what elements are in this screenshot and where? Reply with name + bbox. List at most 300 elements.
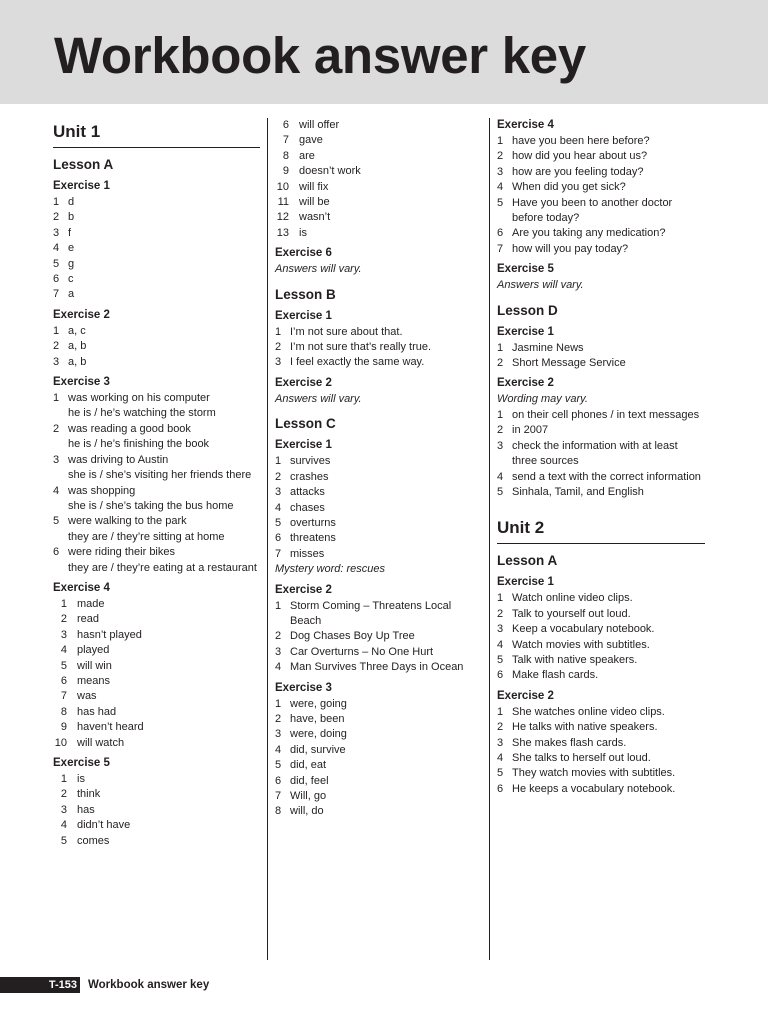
answer-item [275,210,483,225]
answer-item [497,196,705,227]
answer-number: 2 [275,341,282,354]
answer-main: Watch movies with subtitles. [512,638,650,651]
answer-main: check the information with at least three sources [512,439,678,468]
answer-number: 2 [497,721,504,734]
answer-main: were riding their bikes [68,546,175,559]
answer-item [275,531,483,546]
answer-main: a [68,288,75,301]
answer-main: is [77,773,85,785]
exercise-heading: Exercise 5 [53,757,110,769]
answer-item [53,484,260,515]
answer-number: 3 [275,728,282,741]
answer-main: survives [290,455,331,468]
answer-main: will be [299,196,330,209]
answer-main: comes [77,834,110,847]
answer-number: 5 [497,485,504,498]
answer-number: 9 [282,165,289,178]
answer-text [68,355,260,370]
answer-main: was reading a good book [68,422,191,435]
answer-number: 6 [275,774,282,787]
answer-item [53,422,260,453]
answer-number: 4 [53,242,60,255]
answer-text [512,705,705,720]
answer-item [275,758,483,773]
answer-number: 4 [60,644,67,657]
footer-title: Workbook answer key [88,979,210,991]
answer-text [290,325,483,340]
answer-number: 1 [497,135,504,147]
answer-item [275,804,483,819]
answer-item [497,226,705,241]
answer-text [512,668,705,683]
answer-list [275,697,483,820]
answer-list [275,325,483,371]
answer-text [77,597,260,612]
answer-main: Make flash cards. [512,669,599,682]
answer-text [512,485,705,500]
answer-item [53,818,260,833]
answer-item [53,287,260,302]
exercise-heading: Exercise 4 [53,581,110,594]
answer-item [497,607,705,622]
answer-text [290,547,483,562]
answer-text [77,689,260,704]
answer-sub: she is / she’s visiting her friends there [68,469,252,482]
answer-number: 6 [282,119,289,131]
answer-number: 1 [53,392,60,405]
answer-number: 2 [53,422,60,435]
lesson-heading: Lesson A [53,157,114,172]
answer-main: a, c [68,324,86,337]
answer-text [290,340,483,355]
answer-item [275,697,483,712]
exercise-heading: Exercise 5 [497,263,554,276]
answer-text [77,674,260,689]
exercise-heading: Exercise 2 [53,308,110,321]
answer-text [290,758,483,773]
answer-number: 7 [497,242,504,255]
answer-main: Car Overturns – No One Hurt [290,645,434,658]
answer-text [68,545,260,576]
answer-item [275,180,483,195]
answer-item [275,712,483,727]
answer-item [53,803,260,818]
answer-text [512,196,705,227]
answer-main: how will you pay today? [512,242,629,255]
answer-item [53,453,260,484]
page-number: T-153 [0,977,80,993]
exercise-heading: Exercise 1 [275,439,332,452]
answer-text [77,803,260,818]
answer-item [497,668,705,683]
answer-text [68,514,260,545]
answer-item [497,356,705,371]
answer-main: Sinhala, Tamil, and English [512,485,644,498]
answer-item [497,782,705,797]
answer-main: will, do [290,805,324,818]
answer-item [497,439,705,470]
answer-text [68,257,260,272]
answer-text [68,391,260,422]
answer-list [53,391,260,576]
answer-number: 9 [60,721,67,734]
answer-item [497,653,705,668]
answer-main: was [77,690,97,703]
answer-text [77,772,260,787]
answer-number: 8 [60,705,67,718]
answer-main: attacks [290,486,325,499]
answer-main: Keep a vocabulary notebook. [512,623,655,636]
answer-main: She watches online video clips. [512,705,665,718]
answer-item [275,133,483,148]
answer-number: 2 [275,712,282,725]
answer-number: 2 [497,424,504,437]
answer-item [53,612,260,627]
answer-text [512,751,705,766]
answer-text [299,149,483,164]
answer-number: 3 [275,486,282,499]
answer-text [299,133,483,148]
answer-item [497,751,705,766]
answer-main: didn’t have [77,819,131,832]
answer-main: made [77,597,105,610]
answer-text [299,210,483,225]
column-3 [497,118,705,797]
answer-item [53,643,260,658]
answer-item [275,470,483,485]
answer-item [275,660,483,675]
answer-text [290,645,483,660]
answer-text [512,720,705,735]
answer-text [512,638,705,653]
answer-list [497,591,705,683]
answer-number: 3 [497,623,504,636]
column-1 [53,118,260,849]
answer-number: 11 [277,196,289,209]
answer-text [299,164,483,179]
answer-text [512,766,705,781]
answer-number: 2 [497,357,504,370]
answer-number: 8 [275,805,282,818]
answer-main: was working on his computer [68,392,210,405]
answer-number: 5 [497,767,504,780]
answer-text [512,180,705,195]
answer-text [290,501,483,516]
answer-number: 3 [60,628,67,641]
answer-text [68,287,260,302]
answer-main: is [299,226,307,239]
answer-text [512,470,705,485]
answer-main: were, doing [290,728,347,741]
answer-number: 7 [275,790,282,802]
answer-number: 12 [276,211,289,224]
answer-note: Wording may vary. [497,393,588,406]
answer-text [512,439,705,470]
exercise-heading: Exercise 1 [497,325,554,338]
answer-list [275,118,483,241]
answer-number: 2 [53,211,60,224]
answer-item [275,629,483,644]
answer-number: 3 [60,803,67,816]
answer-text [68,422,260,453]
answer-number: 3 [497,439,504,452]
lesson-heading: Lesson C [275,416,336,432]
answer-number: 2 [60,788,67,801]
answer-main: will fix [299,180,329,193]
answer-main: Talk to yourself out loud. [512,607,631,620]
answer-number: 6 [275,532,282,545]
answer-text [77,834,260,849]
answer-main: Talk with native speakers. [512,653,638,666]
answer-item [275,325,483,340]
answer-item [53,241,260,256]
answer-text [299,195,483,210]
answer-number: 4 [60,819,67,832]
answer-text [299,226,483,241]
answer-main: hasn’t played [77,628,142,641]
lesson-heading: Lesson D [497,302,558,318]
answer-sub: he is / he’s finishing the book [68,438,210,451]
answer-text [290,697,483,712]
answer-main: overturns [290,516,336,529]
answer-list [53,597,260,751]
answer-item [53,514,260,545]
answer-list [53,195,260,303]
answer-item [275,645,483,660]
answer-text [290,804,483,819]
exercise-heading: Exercise 1 [275,309,332,322]
answer-number: 1 [275,697,282,710]
answer-item [53,339,260,354]
answer-item [497,165,705,180]
answer-number: 10 [276,180,289,193]
answer-number: 3 [275,645,282,658]
answer-main: a, b [68,340,87,353]
answer-item [497,423,705,438]
answer-note: Answers will vary. [275,263,362,276]
answer-number: 2 [275,630,282,643]
exercise-heading: Exercise 4 [497,119,554,131]
answer-number: 5 [53,515,60,528]
answer-main: crashes [290,470,329,483]
answer-text [290,599,483,630]
unit-heading: Unit 2 [497,518,705,544]
answer-sub: they are / they’re sitting at home [68,530,225,543]
answer-text [77,787,260,802]
answer-item [275,547,483,562]
answer-text [77,628,260,643]
answer-text [290,774,483,789]
answer-main: g [68,257,75,270]
answer-main: haven’t heard [77,721,144,734]
answer-number: 1 [497,592,504,605]
answer-number: 2 [497,607,504,620]
answer-main: doesn’t work [299,165,361,178]
answer-item [497,720,705,735]
answer-main: did, feel [290,774,329,787]
answer-item [53,195,260,210]
answer-main: c [68,273,74,286]
answer-text [290,743,483,758]
answer-number: 5 [60,834,67,847]
answer-main: I’m not sure that’s really true. [290,341,432,354]
answer-main: Short Message Service [512,357,626,370]
answer-item [497,705,705,720]
answer-text [512,653,705,668]
answer-number: 6 [60,674,67,687]
answer-item [53,720,260,735]
answer-number: 1 [497,408,504,421]
answer-list [53,324,260,370]
answer-text [512,622,705,637]
answer-item [275,454,483,469]
answer-number: 4 [497,751,504,764]
answer-number: 4 [275,501,282,514]
answer-number: 8 [282,149,289,162]
answer-main: how are you feeling today? [512,165,644,178]
answer-text [290,454,483,469]
answer-item [275,226,483,241]
exercise-heading: Exercise 3 [53,376,110,389]
answer-number: 2 [53,340,60,353]
answer-text [299,118,483,133]
answer-list [275,454,483,562]
answer-text [512,423,705,438]
answer-number: 6 [497,669,504,682]
answer-number: 6 [53,273,60,286]
exercise-heading: Exercise 1 [53,180,110,192]
page-title: Workbook answer key [54,27,586,84]
answer-text [512,607,705,622]
answer-main: in 2007 [512,424,549,437]
answer-item [275,599,483,630]
answer-text [512,149,705,164]
answer-text [68,195,260,210]
answer-number: 10 [54,736,67,749]
answer-number: 1 [275,599,282,612]
answer-item [275,164,483,179]
answer-main: have, been [290,712,345,725]
answer-number: 1 [60,597,67,610]
answer-item [53,834,260,849]
answer-item [497,622,705,637]
exercise-heading: Exercise 6 [275,247,332,260]
answer-list [497,341,705,372]
answer-main: will win [77,659,112,672]
answer-item [275,149,483,164]
answer-number: 3 [275,356,282,369]
answer-main: did, survive [290,743,346,756]
answer-main: f [68,226,72,239]
answer-main: I’m not sure about that. [290,325,403,338]
answer-text [512,591,705,606]
answer-number: 7 [53,288,60,301]
answer-item [275,743,483,758]
answer-list [53,772,260,849]
answer-text [512,134,705,149]
answer-number: 3 [53,226,60,239]
answer-item [53,210,260,225]
answer-main: on their cell phones / in text messages [512,408,700,421]
answer-item [53,689,260,704]
answer-main: were walking to the park [68,515,187,528]
answer-main: Will, go [290,790,327,802]
lesson-heading: Lesson B [275,286,336,302]
answer-text [290,660,483,675]
answer-number: 7 [275,547,282,560]
answer-item [497,485,705,500]
answer-number: 7 [282,134,289,147]
answer-item [497,638,705,653]
answer-item [275,340,483,355]
answer-number: 5 [275,759,282,772]
answer-main: played [77,644,110,657]
page-footer [0,976,209,994]
answer-main: gave [299,134,323,147]
answer-item [53,628,260,643]
answer-number: 4 [497,181,504,194]
answer-text [512,341,705,356]
answer-item [497,591,705,606]
answer-main: wasn’t [299,211,331,224]
answer-main: Watch online video clips. [512,592,633,605]
answer-item [53,705,260,720]
exercise-heading: Exercise 2 [275,583,332,596]
answer-list [497,134,705,257]
answer-item [497,341,705,356]
answer-main: Have you been to another doctor before today? [512,196,673,225]
answer-main: has had [77,705,117,718]
answer-number: 5 [497,196,504,209]
answer-text [77,643,260,658]
answer-text [512,408,705,423]
answer-text [77,659,260,674]
answer-text [77,720,260,735]
answer-item [53,391,260,422]
answer-text [290,712,483,727]
answer-text [290,485,483,500]
answer-item [53,257,260,272]
answer-list [497,705,705,797]
answer-text [290,516,483,531]
answer-number: 2 [497,150,504,163]
answer-item [275,501,483,516]
answer-number: 1 [275,325,282,338]
answer-text [290,727,483,742]
answer-number: 5 [275,516,282,529]
answer-item [53,659,260,674]
answer-number: 5 [53,257,60,270]
answer-number: 5 [497,653,504,666]
answer-list [497,408,705,500]
answer-text [290,789,483,804]
answer-main: e [68,242,75,255]
answer-sub: they are / they’re eating at a restaurant [68,561,257,574]
answer-item [53,674,260,689]
exercise-heading: Exercise 2 [497,377,554,390]
answer-main: are [299,149,315,162]
answer-list [275,599,483,676]
answer-item [275,774,483,789]
answer-item [497,470,705,485]
answer-number: 4 [275,743,282,756]
answer-number: 7 [60,690,67,703]
answer-text [68,339,260,354]
answer-number: 1 [53,324,60,337]
answer-main: were, going [290,697,347,710]
answer-main: misses [290,547,325,560]
answer-text [68,272,260,287]
